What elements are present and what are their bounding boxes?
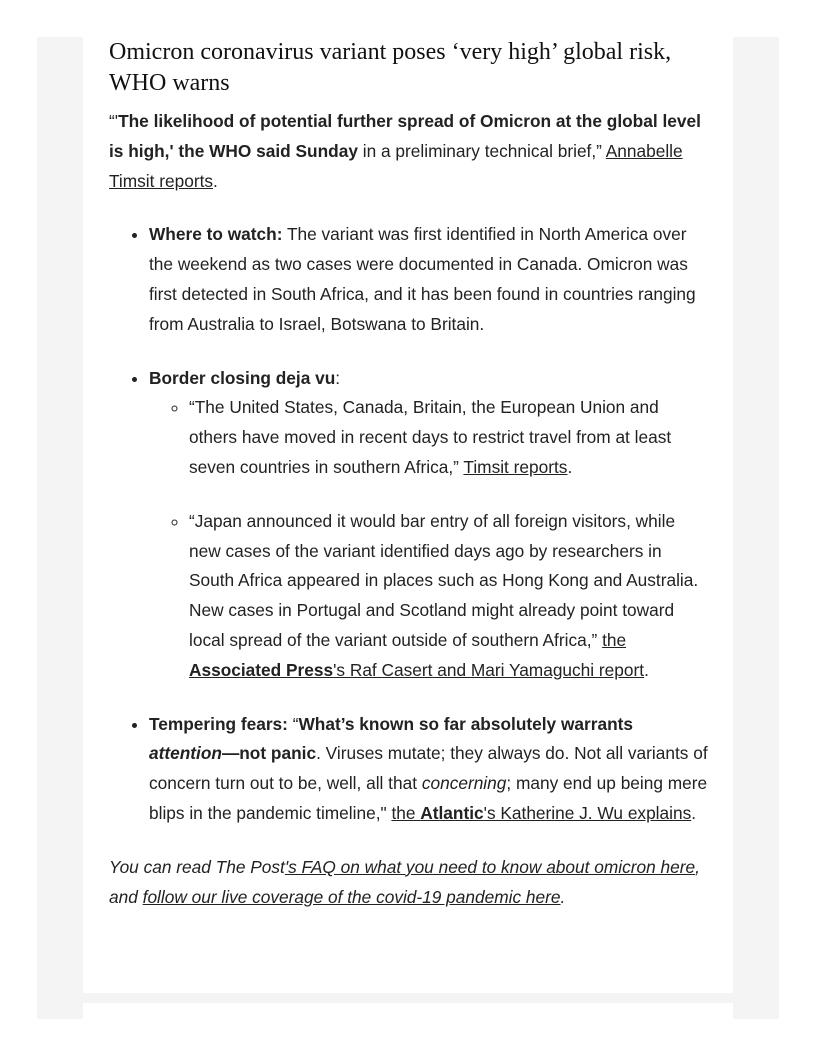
associated-press-link[interactable]: the Associated Press's Raf Casert and Mari Yamaguchi report: [189, 629, 645, 680]
lede-text: in a preliminary technical brief,”: [357, 140, 606, 161]
atlantic-link[interactable]: the Atlantic's Katherine J. Wu explains: [391, 802, 692, 823]
sub-bullet-text: “The United States, Canada, Britain, the European Union and others have moved in recent days to restrict travel from at least seven countries in southern Africa,”: [189, 397, 672, 477]
sub-bullet-text: “Japan announced it would bar entry of all foreign visitors, while new cases of the variant identified days ago by researchers in South Africa appeared in places such as Hong Kong and Australia. New cases in Portugal and Scotland might already point toward local spread of the variant outside of southern Africa,”: [189, 510, 699, 650]
bullet-list: [109, 220, 709, 828]
omicron-faq-link[interactable]: 's FAQ on what you need to know about omicron here: [284, 856, 696, 877]
bullet-where-to-watch: [149, 220, 709, 339]
lede-quote-bold: The likelihood of potential further spread of Omicron at the global level is high,' the WHO said Sunday: [109, 111, 701, 161]
article-content: [109, 37, 709, 912]
bullet-label: Border closing deja vu: [149, 367, 336, 388]
live-coverage-link[interactable]: follow our live coverage of the covid-19 pandemic here: [142, 886, 561, 907]
sub-bullet-japan: ◦ “Japan announced it would bar entry of all foreign visitors, while new cases of the variant identified days ago by researchers in South Africa appeared in places such as Hong Kong and Australia. New cases in Portugal and Scotland might already point toward local spread of the variant outside of southern Africa,” the Associated Press's Raf Casert and Mari Yamaguchi report.: [189, 507, 709, 686]
headline: Omicron coronavirus variant poses ‘very high’ global risk, WHO warns: [109, 39, 672, 96]
bullet-label: Tempering fears:: [149, 713, 288, 734]
next-card-edge: [83, 1003, 733, 1019]
bullet-border-closing: • Border closing deja vu: ◦ “The United States, Canada, Britain, the European Union and others have moved in recent days to restrict travel from at least seven countries in southern Africa,” Timsit reports. ◦ “Japan announced it would bar entry of all foreign visitors, while new cases of the variant identified days ago by researchers in South Africa appeared in places such as Hong Kong and Australia. New cases in Portugal and Scotland might already point toward local spread of the variant outside of southern Africa,” the Associated Press's Raf Casert and Mari Yamaguchi report.: [149, 364, 709, 686]
bullet-label: Where to watch:: [149, 224, 283, 245]
lede-open-quote: “': [109, 111, 119, 131]
bullet-text: The variant was first identified in North America over the weekend as two cases were documented in Canada. Omicron was first detected in South Africa, and it has been found in countries ranging from Australia to Israel, Botswana to Britain.: [149, 224, 696, 334]
lede-author-link[interactable]: Annabelle Timsit reports: [109, 140, 683, 191]
timsit-reports-link[interactable]: Timsit reports: [463, 456, 568, 477]
footer-note: You can read The Post's FAQ on what you need to know about omicron here, and follow our live coverage of the covid-19 pandemic here.: [109, 856, 700, 907]
sub-bullet-list: [149, 393, 709, 685]
sub-bullet-travel-restrictions: ◦ “The United States, Canada, Britain, the European Union and others have moved in recent days to restrict travel from at least seven countries in southern Africa,” Timsit reports.: [189, 393, 709, 482]
bullet-tempering-fears: • Tempering fears: “What’s known so far absolutely warrants attention—not panic. Viruses mutate; they always do. Not all variants of concern turn out to be, well, all that concerning; many end up being mere blips in the pandemic timeline," the Atlantic's Katherine J. Wu explains.: [149, 710, 709, 829]
lede-paragraph: “'The likelihood of potential further spread of Omicron at the global level is high,' the WHO said Sunday in a preliminary technical brief,” Annabelle Timsit reports.: [109, 111, 701, 191]
